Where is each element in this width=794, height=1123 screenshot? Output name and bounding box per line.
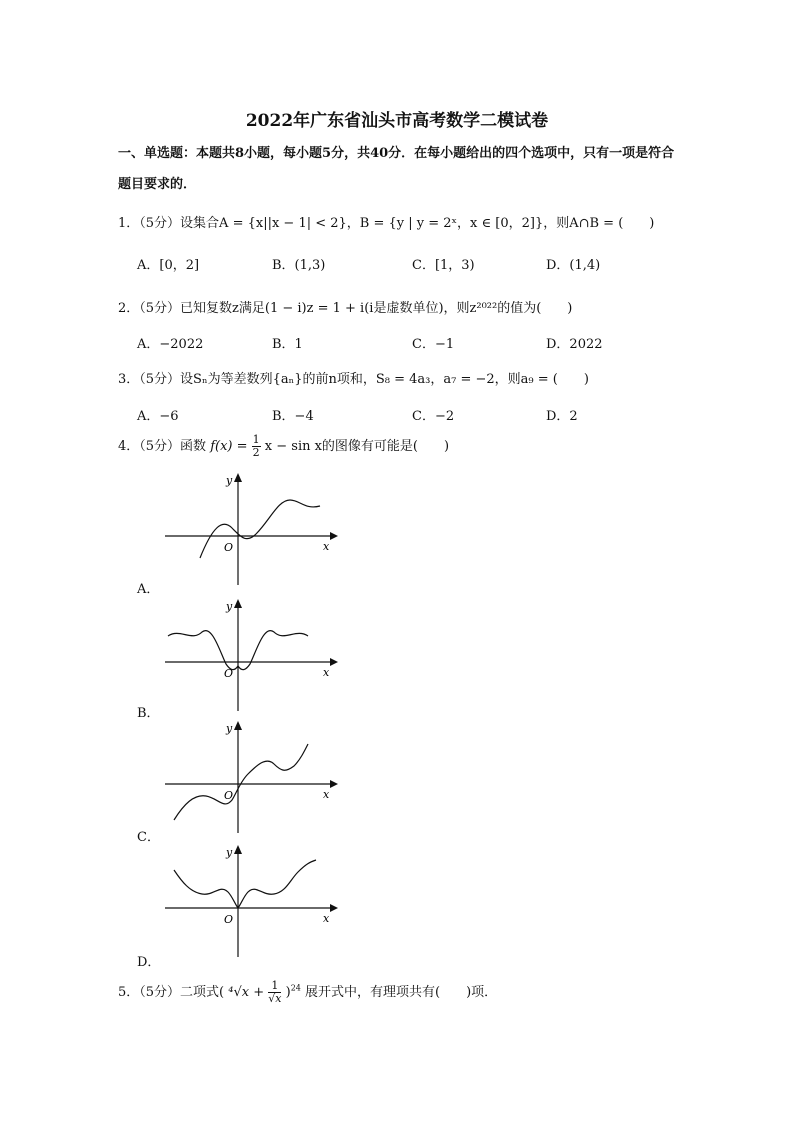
question-2-stem: 2．（5分）已知复数z满足(1 − i)z = 1 + i(i是虚数单位)，则z²⁰²²的值为( ): [118, 301, 573, 316]
question-1-option-a[interactable]: A．[0，2]: [137, 258, 200, 273]
question-4-rest: x − sin x的图像有可能是( ): [264, 439, 450, 454]
section-heading: 一、单选题：本题共8小题，每小题5分，共40分．在每小题给出的四个选项中，只有一项是符合题目要求的．: [118, 146, 675, 192]
question-4-stem: [118, 434, 449, 459]
question-2-option-d[interactable]: D．2022: [546, 337, 603, 352]
question-3-option-a[interactable]: A．−6: [137, 409, 179, 424]
graph-b-label[interactable]: B．: [137, 706, 160, 721]
question-1-option-b[interactable]: B．(1,3): [272, 258, 326, 273]
graph-a-origin: O: [224, 541, 234, 554]
question-3-option-b[interactable]: B．−4: [272, 409, 314, 424]
question-5-prefix: 5．（5分）二项式(: [118, 985, 225, 1000]
graph-c-origin: O: [224, 789, 234, 802]
question-2-option-b[interactable]: B．1: [272, 337, 303, 352]
question-2-option-a[interactable]: A．−2022: [137, 337, 204, 352]
question-5-root: ⁴√x: [228, 985, 250, 1000]
question-5-frac-num: 1: [268, 980, 281, 993]
graph-d[interactable]: [160, 842, 340, 960]
graph-c-y-label: y: [226, 722, 233, 735]
graph-a-x-label: x: [323, 540, 330, 553]
graph-d-x-label: x: [323, 912, 330, 925]
question-3-option-c[interactable]: C．−2: [412, 409, 455, 424]
question-5-exponent: 24: [290, 983, 301, 993]
question-5-stem: 5．（5分）二项式( ⁴√x + $\frac{1}{√x}$ )$^{24}$ 展开式中，有理项共有( )项．: [118, 979, 498, 1005]
graph-d-label[interactable]: D．: [137, 955, 161, 970]
question-3-option-d[interactable]: D．2: [546, 409, 578, 424]
question-4-fx: f(x) =: [210, 439, 248, 454]
question-4-fraction: [252, 434, 261, 459]
graph-b-origin: O: [224, 667, 234, 680]
graph-c-x-label: x: [323, 788, 330, 801]
question-5-rest: 展开式中，有理项共有( )项．: [305, 985, 498, 1000]
graph-a-y-label: y: [226, 474, 233, 487]
graph-c-label[interactable]: C．: [137, 830, 160, 845]
graph-b-x-label: x: [323, 666, 330, 679]
question-5-frac-den: √x: [268, 992, 282, 1005]
question-5-fraction: [268, 980, 281, 1005]
question-1-option-c[interactable]: C．[1，3): [412, 258, 475, 273]
graph-d-origin: O: [224, 913, 234, 926]
question-3-stem: 3．（5分）设Sₙ为等差数列{aₙ}的前n项和，S₈ = 4a₃，a₇ = −2，则a₉ = ( ): [118, 372, 589, 387]
question-4-frac-den: 2: [252, 446, 260, 459]
graph-d-y-label: y: [226, 846, 233, 859]
question-5-plus: +: [253, 985, 269, 1000]
question-1-stem: 1．（5分）设集合A = {x||x − 1| < 2}，B = {y | y = 2ˣ，x ∈ [0，2]}，则A∩B = ( ): [118, 216, 655, 231]
question-2-option-c[interactable]: C．−1: [412, 337, 455, 352]
question-1-option-d[interactable]: D．(1,4): [546, 258, 601, 273]
graph-a[interactable]: [160, 470, 340, 588]
graph-b[interactable]: [160, 596, 340, 714]
question-4-prefix: 4．（5分）函数: [118, 439, 207, 454]
question-4-frac-num: 1: [252, 433, 260, 446]
graph-c[interactable]: [160, 718, 340, 836]
graph-b-y-label: y: [226, 600, 233, 613]
graph-a-label[interactable]: A．: [137, 582, 160, 597]
paper-title: 2022年广东省汕头市高考数学二模试卷: [245, 111, 549, 131]
